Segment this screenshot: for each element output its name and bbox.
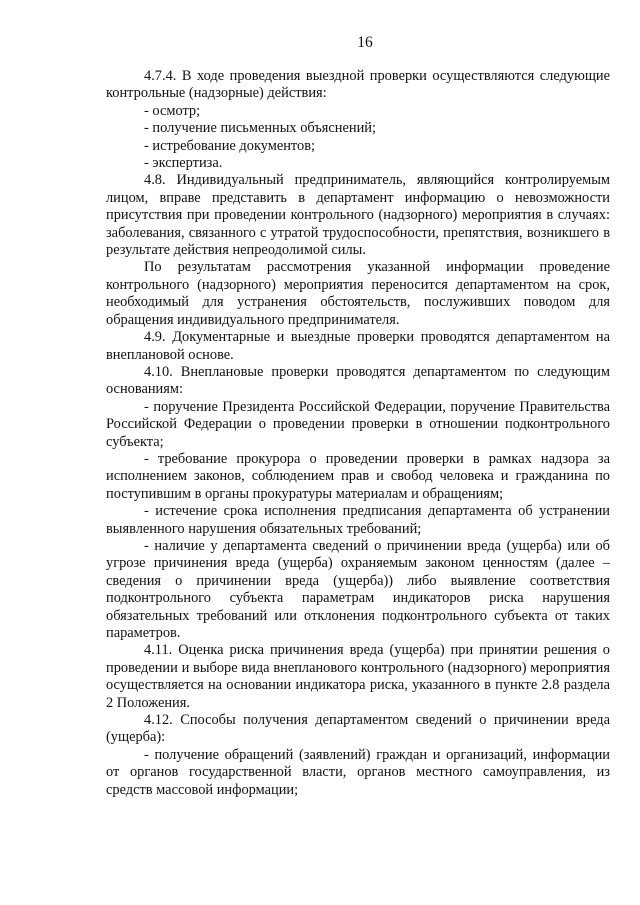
paragraph-4-11: 4.11. Оценка риска причинения вреда (ущерба) при принятии решения о проведении и выборе вида внепланового контрольного (надзорного) мероприятия осуществляется на основании индикатора риска, указанного в пункте 2.8 раздела 2 Положения. <box>106 642 610 711</box>
paragraph-4-10: 4.10. Внеплановые проверки проводятся департаментом по следующим основаниям: <box>106 363 610 398</box>
list-item-harm-information: - наличие у департамента сведений о причинении вреда (ущерба) или об угрозе причинения вреда (ущерба) охраняемым законом ценностям (далее – сведения о причинении вреда (ущерба)) либо выявление соответствия подконтрольного субъекта параметрам индикаторов риска нарушения обязательных требований или отклонения подконтрольного субъекта от таких параметров. <box>106 537 610 641</box>
document-body <box>106 68 610 799</box>
list-item-president-order: - поручение Президента Российской Федерации, поручение Правительства Российской Федерации о проведении проверки в отношении подконтрольного субъекта; <box>106 398 610 450</box>
page-number: 16 <box>357 34 373 51</box>
list-item-prosecutor-demand: - требование прокурора о проведении проверки в рамках надзора за исполнением законов, соблюдением прав и свобод человека и гражданина по поступившим в органы прокуратуры материалам и обращениям; <box>106 450 610 502</box>
list-item-citizen-appeals: - получение обращений (заявлений) граждан и организаций, информации от органов государственной власти, органов местного самоуправления, из средств массовой информации; <box>106 746 610 798</box>
list-item-order-expiry: - истечение срока исполнения предписания департамента об устранении выявленного нарушения обязательных требований; <box>106 503 610 537</box>
list-item-written-explanations: - получение письменных объяснений; <box>144 120 376 137</box>
list-item-expertise: - экспертиза. <box>144 155 223 172</box>
paragraph-4-8-result: По результатам рассмотрения указанной информации проведение контрольного (надзорного) мероприятия переносится департаментом на срок, необходимый для устранения обстоятельств, послуживших поводом для обращения индивидуального предпринимателя. <box>106 259 610 328</box>
paragraph-4-9: 4.9. Документарные и выездные проверки проводятся департаментом на внеплановой основе. <box>106 329 610 363</box>
list-item-document-request: - истребование документов; <box>144 137 316 154</box>
list-item-inspection: - осмотр; <box>144 102 201 119</box>
paragraph-4-12: 4.12. Способы получения департаментом сведений о причинении вреда (ущерба): <box>106 712 610 746</box>
paragraph-4-8: 4.8. Индивидуальный предприниматель, являющийся контролируемым лицом, вправе представить в департамент информацию о невозможности присутствия при проведении контрольного (надзорного) мероприятия в случаях: заболевания, связанного с утратой трудоспособности, препятствия, возникшего в результате действия непреодолимой силы. <box>106 172 610 259</box>
paragraph-4-7-4: 4.7.4. В ходе проведения выездной проверки осуществляются следующие контрольные (надзорные) действия: <box>106 68 610 102</box>
